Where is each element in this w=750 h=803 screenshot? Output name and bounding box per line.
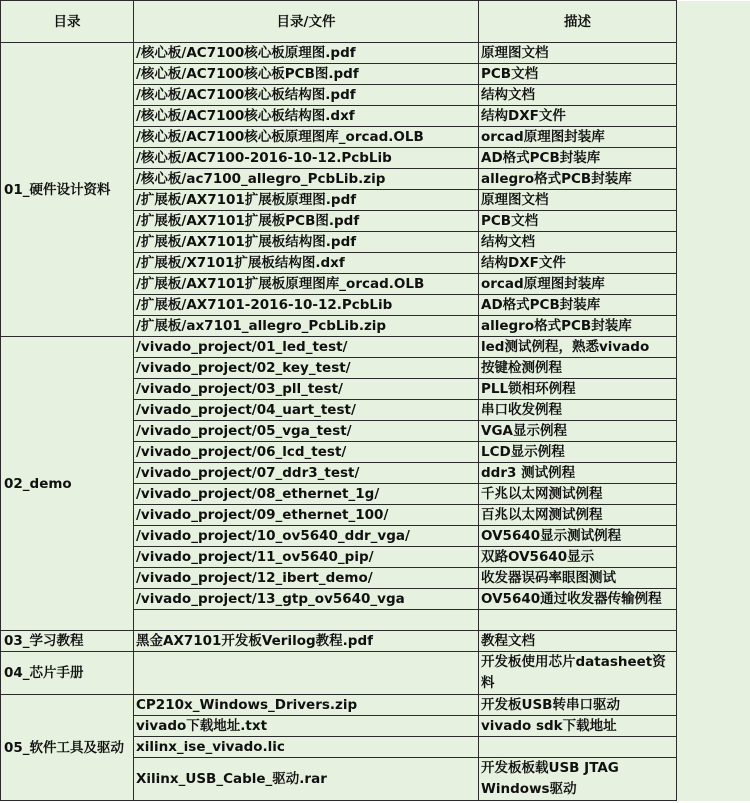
desc-cell[interactable]: 结构文档 xyxy=(479,232,677,253)
desc-cell[interactable]: 开发板USB转串口驱动 xyxy=(479,695,677,716)
desc-cell[interactable]: 原理图文档 xyxy=(479,190,677,211)
desc-cell[interactable]: orcad原理图封装库 xyxy=(479,127,677,148)
table-row xyxy=(1,652,750,695)
table-row xyxy=(1,337,750,358)
desc-cell[interactable]: vivado sdk下载地址 xyxy=(479,716,677,737)
desc-cell[interactable]: 原理图文档 xyxy=(479,43,677,64)
desc-cell[interactable]: led测试例程，熟悉vivado xyxy=(479,337,677,358)
desc-cell[interactable]: PCB文档 xyxy=(479,211,677,232)
empty-cell[interactable] xyxy=(677,695,750,716)
desc-cell[interactable] xyxy=(479,610,677,631)
desc-cell[interactable]: 开发板板载USB JTAG Windows驱动 xyxy=(479,758,677,801)
file-cell[interactable]: vivado下载地址.txt xyxy=(134,716,479,737)
file-cell[interactable]: /vivado_project/02_key_test/ xyxy=(134,358,479,379)
file-cell[interactable]: /核心板/AC7100核心板原理图库_orcad.OLB xyxy=(134,127,479,148)
desc-cell[interactable]: 结构文档 xyxy=(479,85,677,106)
table-body xyxy=(1,43,750,801)
desc-cell[interactable]: orcad原理图封装库 xyxy=(479,274,677,295)
file-cell[interactable]: /扩展板/AX7101扩展板原理图库_orcad.OLB xyxy=(134,274,479,295)
table-row xyxy=(1,631,750,652)
file-cell[interactable]: /vivado_project/01_led_test/ xyxy=(134,337,479,358)
file-cell[interactable]: /vivado_project/10_ov5640_ddr_vga/ xyxy=(134,526,479,547)
empty-cell[interactable] xyxy=(677,316,750,337)
empty-cell[interactable] xyxy=(677,505,750,526)
empty-cell[interactable] xyxy=(677,253,750,274)
desc-cell[interactable]: 按键检测例程 xyxy=(479,358,677,379)
desc-cell[interactable]: 结构DXF文件 xyxy=(479,253,677,274)
empty-cell[interactable] xyxy=(677,526,750,547)
file-cell[interactable]: CP210x_Windows_Drivers.zip xyxy=(134,695,479,716)
file-cell[interactable]: /核心板/AC7100-2016-10-12.PcbLib xyxy=(134,148,479,169)
empty-cell[interactable] xyxy=(677,232,750,253)
empty-cell[interactable] xyxy=(677,127,750,148)
file-cell[interactable]: /核心板/AC7100核心板结构图.dxf xyxy=(134,106,479,127)
file-cell[interactable]: /扩展板/AX7101扩展板结构图.pdf xyxy=(134,232,479,253)
empty-cell[interactable] xyxy=(677,421,750,442)
dir-cell[interactable]: 04_芯片手册 xyxy=(1,652,134,695)
empty-cell[interactable] xyxy=(677,589,750,610)
desc-cell[interactable]: allegro格式PCB封装库 xyxy=(479,316,677,337)
header-file[interactable]: 目录/文件 xyxy=(134,1,479,43)
file-cell[interactable]: /vivado_project/04_uart_test/ xyxy=(134,400,479,421)
desc-cell[interactable]: PCB文档 xyxy=(479,64,677,85)
dir-cell[interactable]: 01_硬件设计资料 xyxy=(1,43,134,337)
empty-cell[interactable] xyxy=(677,379,750,400)
empty-cell[interactable] xyxy=(677,337,750,358)
desc-cell[interactable]: AD格式PCB封装库 xyxy=(479,148,677,169)
empty-cell[interactable] xyxy=(677,400,750,421)
desc-cell[interactable]: 双路OV5640显示 xyxy=(479,547,677,568)
empty-cell[interactable] xyxy=(677,568,750,589)
desc-cell[interactable]: LCD显示例程 xyxy=(479,442,677,463)
empty-cell[interactable] xyxy=(677,484,750,505)
desc-cell[interactable]: 收发器误码率眼图测试 xyxy=(479,568,677,589)
empty-cell[interactable] xyxy=(677,631,750,652)
desc-cell[interactable]: VGA显示例程 xyxy=(479,421,677,442)
dir-cell[interactable]: 02_demo xyxy=(1,337,134,631)
header-desc[interactable]: 描述 xyxy=(479,1,677,43)
empty-cell[interactable] xyxy=(677,148,750,169)
file-cell[interactable]: Xilinx_USB_Cable_驱动.rar xyxy=(134,758,479,801)
empty-cell[interactable] xyxy=(677,64,750,85)
empty-cell[interactable] xyxy=(677,463,750,484)
empty-cell[interactable] xyxy=(677,358,750,379)
file-cell[interactable]: /vivado_project/08_ethernet_1g/ xyxy=(134,484,479,505)
file-cell[interactable]: /vivado_project/06_lcd_test/ xyxy=(134,442,479,463)
desc-cell[interactable]: ddr3 测试例程 xyxy=(479,463,677,484)
desc-cell[interactable]: 百兆以太网测试例程 xyxy=(479,505,677,526)
file-cell[interactable]: /vivado_project/05_vga_test/ xyxy=(134,421,479,442)
file-cell[interactable]: 黑金AX7101开发板Verilog教程.pdf xyxy=(134,631,479,652)
file-cell[interactable] xyxy=(134,652,479,695)
file-cell[interactable]: /扩展板/AX7101扩展板PCB图.pdf xyxy=(134,211,479,232)
file-cell[interactable]: /核心板/AC7100核心板结构图.pdf xyxy=(134,85,479,106)
empty-cell[interactable] xyxy=(677,169,750,190)
desc-cell[interactable]: PLL锁相环例程 xyxy=(479,379,677,400)
table-row xyxy=(1,695,750,716)
file-cell[interactable]: xilinx_ise_vivado.lic xyxy=(134,737,479,758)
file-cell[interactable]: /核心板/AC7100核心板PCB图.pdf xyxy=(134,64,479,85)
file-cell[interactable]: /vivado_project/11_ov5640_pip/ xyxy=(134,547,479,568)
file-cell[interactable]: /vivado_project/03_pll_test/ xyxy=(134,379,479,400)
file-cell[interactable]: /核心板/AC7100核心板原理图.pdf xyxy=(134,43,479,64)
empty-cell[interactable] xyxy=(677,274,750,295)
dir-cell[interactable]: 05_软件工具及驱动 xyxy=(1,695,134,801)
empty-cell[interactable] xyxy=(677,652,750,695)
desc-cell[interactable]: 串口收发例程 xyxy=(479,400,677,421)
empty-cell[interactable] xyxy=(677,43,750,64)
empty-cell[interactable] xyxy=(677,610,750,631)
desc-cell[interactable]: 结构DXF文件 xyxy=(479,106,677,127)
empty-column[interactable] xyxy=(677,1,750,43)
empty-cell[interactable] xyxy=(677,547,750,568)
header-dir[interactable]: 目录 xyxy=(1,1,134,43)
empty-cell[interactable] xyxy=(677,295,750,316)
file-cell[interactable]: /扩展板/AX7101-2016-10-12.PcbLib xyxy=(134,295,479,316)
file-cell[interactable]: /核心板/ac7100_allegro_PcbLib.zip xyxy=(134,169,479,190)
desc-cell[interactable]: allegro格式PCB封装库 xyxy=(479,169,677,190)
empty-cell[interactable] xyxy=(677,106,750,127)
desc-cell[interactable]: 开发板使用芯片datasheet资料 xyxy=(479,652,677,695)
empty-cell[interactable] xyxy=(677,758,750,801)
desc-cell[interactable]: OV5640通过收发器传输例程 xyxy=(479,589,677,610)
desc-cell[interactable]: 千兆以太网测试例程 xyxy=(479,484,677,505)
empty-cell[interactable] xyxy=(677,737,750,758)
file-cell[interactable]: /扩展板/AX7101扩展板原理图.pdf xyxy=(134,190,479,211)
file-cell[interactable]: /vivado_project/07_ddr3_test/ xyxy=(134,463,479,484)
empty-cell[interactable] xyxy=(677,211,750,232)
empty-cell[interactable] xyxy=(677,85,750,106)
desc-cell[interactable] xyxy=(479,737,677,758)
desc-cell[interactable]: OV5640显示测试例程 xyxy=(479,526,677,547)
desc-cell[interactable]: 教程文档 xyxy=(479,631,677,652)
empty-cell[interactable] xyxy=(677,442,750,463)
empty-cell[interactable] xyxy=(677,190,750,211)
file-cell[interactable]: /vivado_project/12_ibert_demo/ xyxy=(134,568,479,589)
file-cell[interactable]: /vivado_project/13_gtp_ov5640_vga xyxy=(134,589,479,610)
empty-cell[interactable] xyxy=(677,716,750,737)
table-row xyxy=(1,43,750,64)
desc-cell[interactable]: AD格式PCB封装库 xyxy=(479,295,677,316)
file-cell[interactable]: /扩展板/ax7101_allegro_PcbLib.zip xyxy=(134,316,479,337)
file-cell[interactable]: /扩展板/X7101扩展板结构图.dxf xyxy=(134,253,479,274)
file-cell[interactable] xyxy=(134,610,479,631)
dir-cell[interactable]: 03_学习教程 xyxy=(1,631,134,652)
file-cell[interactable]: /vivado_project/09_ethernet_100/ xyxy=(134,505,479,526)
